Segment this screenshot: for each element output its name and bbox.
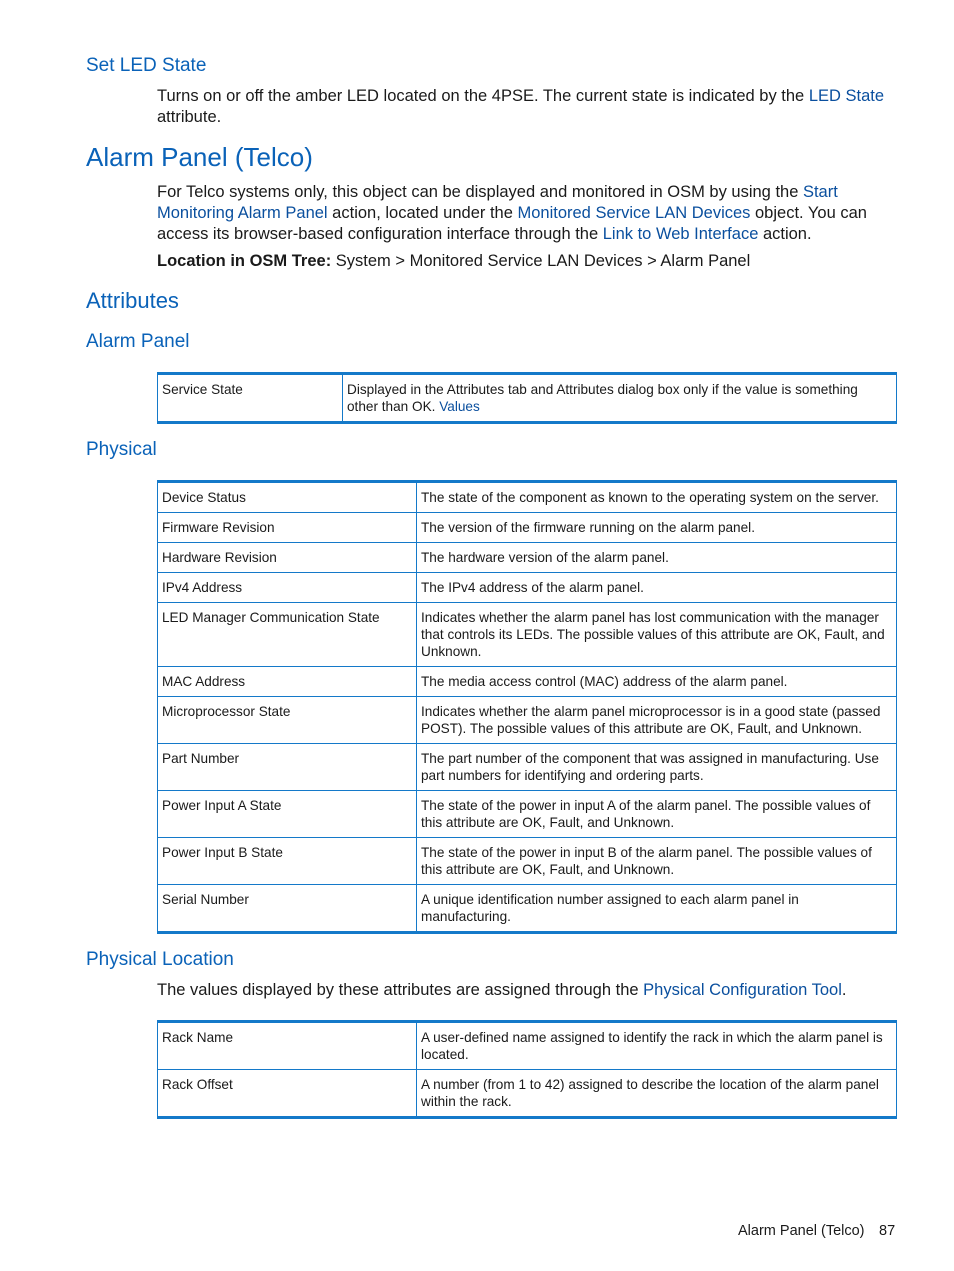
intro-text-c: object. You can access its browser-based configuration interface through the — [157, 204, 867, 243]
attribute-description: Indicates whether the alarm panel has lost communication with the manager that controls its LEDs. The possible values of this attribute are OK, Fault, and Unknown. — [417, 603, 897, 667]
table-row — [158, 603, 897, 667]
set-led-state-paragraph — [157, 86, 902, 128]
attribute-name: LED Manager Communication State — [158, 603, 417, 667]
intro-paragraph — [157, 182, 902, 245]
table-row — [158, 791, 897, 838]
attribute-description: A user-defined name assigned to identify the rack in which the alarm panel is located. — [417, 1022, 897, 1070]
physical-heading: Physical — [86, 439, 157, 460]
web-interface-link[interactable]: Link to Web Interface — [602, 225, 759, 243]
table-row — [158, 374, 897, 423]
intro-text-b: action, located under the — [327, 204, 518, 222]
attribute-name: Service State — [158, 374, 343, 423]
attribute-name: Microprocessor State — [158, 697, 417, 744]
attributes-heading: Attributes — [86, 288, 179, 313]
attribute-description — [343, 374, 897, 423]
physical-location-table — [157, 1020, 897, 1119]
table-row — [158, 838, 897, 885]
led-state-link[interactable]: LED State — [808, 87, 885, 105]
attribute-description: The state of the power in input A of the alarm panel. The possible values of this attribute are OK, Fault, and Unknown. — [417, 791, 897, 838]
physical-table — [157, 480, 897, 934]
values-link[interactable]: Values — [439, 399, 480, 414]
table-row — [158, 1022, 897, 1070]
monitored-devices-link[interactable]: Monitored Service LAN Devices — [517, 204, 751, 222]
attribute-name: Firmware Revision — [158, 513, 417, 543]
location-value: System > Monitored Service LAN Devices > Alarm Panel — [331, 252, 751, 270]
set-led-text-end: attribute. — [157, 108, 222, 126]
table-row — [158, 543, 897, 573]
attribute-name: Hardware Revision — [158, 543, 417, 573]
location-label: Location in OSM Tree: — [157, 252, 332, 270]
set-led-state-heading: Set LED State — [86, 55, 207, 76]
footer-section-title: Alarm Panel (Telco) — [738, 1223, 865, 1239]
page-number: 87 — [879, 1223, 896, 1239]
table-row — [158, 744, 897, 791]
attribute-name: Device Status — [158, 482, 417, 513]
intro-text-d: action. — [758, 225, 812, 243]
attribute-name: Serial Number — [158, 885, 417, 933]
physical-location-text: The values displayed by these attributes are assigned through the — [157, 981, 644, 999]
table-row — [158, 513, 897, 543]
physical-location-heading: Physical Location — [86, 949, 234, 970]
table-row — [158, 697, 897, 744]
attribute-description: The version of the firmware running on the alarm panel. — [417, 513, 897, 543]
attribute-name: Power Input B State — [158, 838, 417, 885]
attribute-description: A number (from 1 to 42) assigned to describe the location of the alarm panel within the rack. — [417, 1070, 897, 1118]
physical-location-intro — [157, 980, 902, 1001]
attribute-description: The hardware version of the alarm panel. — [417, 543, 897, 573]
location-line — [157, 251, 902, 272]
table-row — [158, 885, 897, 933]
attribute-description: The state of the component as known to the operating system on the server. — [417, 482, 897, 513]
page-title: Alarm Panel (Telco) — [86, 142, 313, 172]
physical-location-text-end: . — [841, 981, 847, 999]
physical-configuration-tool-link[interactable]: Physical Configuration Tool — [643, 981, 842, 999]
attribute-name: Rack Offset — [158, 1070, 417, 1118]
table-row — [158, 667, 897, 697]
intro-text-a: For Telco systems only, this object can be displayed and monitored in OSM by using the — [157, 183, 803, 201]
attribute-description: A unique identification number assigned to each alarm panel in manufacturing. — [417, 885, 897, 933]
attribute-description: The part number of the component that was assigned in manufacturing. Use part numbers for identifying and ordering parts. — [417, 744, 897, 791]
table-row — [158, 1070, 897, 1118]
attribute-name: Rack Name — [158, 1022, 417, 1070]
attribute-description: The media access control (MAC) address of the alarm panel. — [417, 667, 897, 697]
attribute-description: Indicates whether the alarm panel microprocessor is in a good state (passed POST). The possible values of this attribute are OK, Fault, and Unknown. — [417, 697, 897, 744]
set-led-text: Turns on or off the amber LED located on the 4PSE. The current state is indicated by the — [157, 87, 809, 105]
alarm-panel-heading: Alarm Panel — [86, 331, 190, 352]
attribute-name: Power Input A State — [158, 791, 417, 838]
table-row — [158, 573, 897, 603]
table-row — [158, 482, 897, 513]
start-monitoring-link[interactable]: Start Monitoring Alarm Panel — [157, 183, 838, 222]
attribute-name: Part Number — [158, 744, 417, 791]
attribute-name: MAC Address — [158, 667, 417, 697]
description-text: Displayed in the Attributes tab and Attributes dialog box only if the value is something other than OK. — [347, 382, 858, 414]
attribute-name: IPv4 Address — [158, 573, 417, 603]
alarm-panel-table — [157, 372, 897, 424]
attribute-description: The IPv4 address of the alarm panel. — [417, 573, 897, 603]
attribute-description: The state of the power in input B of the alarm panel. The possible values of this attribute are OK, Fault, and Unknown. — [417, 838, 897, 885]
